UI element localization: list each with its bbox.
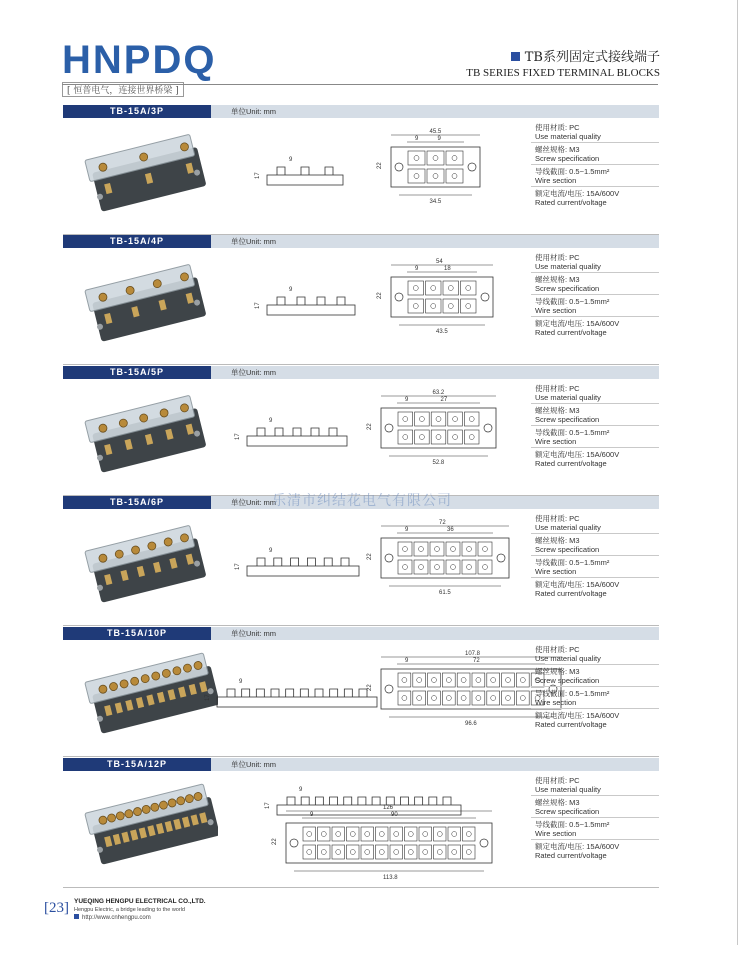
- spec-cn-text: 使用材质: PC: [535, 645, 580, 654]
- logo-text: HNPDQ: [62, 38, 217, 82]
- spec-row: [531, 382, 659, 404]
- spec-cn-text: 螺丝规格: M3: [535, 667, 580, 676]
- product-photo: [78, 384, 218, 484]
- spec-en-text: Rated current/voltage: [535, 720, 607, 729]
- top-view-drawing: [268, 803, 514, 885]
- spec-row: [531, 643, 659, 665]
- product-section: [63, 496, 659, 626]
- side-view-drawing: [233, 414, 363, 454]
- spec-en-text: Use material quality: [535, 132, 601, 141]
- spec-row: [531, 295, 659, 317]
- spec-en-text: Rated current/voltage: [535, 198, 607, 207]
- header-rule: [62, 84, 658, 85]
- top-view-drawing: [363, 518, 531, 600]
- footer-website[interactable]: http://www.cnhengpu.com: [82, 915, 151, 921]
- dim-side-pitch: 9: [239, 679, 243, 685]
- spec-en-text: Screw specification: [535, 284, 600, 293]
- spec-row: [531, 665, 659, 687]
- dim-side-pitch: 9: [269, 418, 273, 424]
- dim-mount: 52.8: [432, 460, 445, 466]
- spec-row: [531, 404, 659, 426]
- side-view-drawing: [233, 544, 375, 584]
- dim-pitch: 9: [405, 397, 409, 403]
- dim-height: 22: [367, 553, 373, 560]
- spec-cn-text: 使用材质: PC: [535, 776, 580, 785]
- spec-en-text: Use material quality: [535, 523, 601, 532]
- spec-cn-text: 额定电流/电压: 15A/600V: [535, 580, 620, 589]
- spec-en-text: Rated current/voltage: [535, 459, 607, 468]
- dim-inner: 72: [473, 658, 480, 664]
- dim-pitch: 9: [415, 136, 419, 142]
- title-cn: TB系列固定式接线端子: [524, 50, 660, 65]
- unit-label: 单位Unit: mm: [231, 368, 276, 377]
- spec-cn-text: 导线截面: 0.5~1.5mm²: [535, 820, 610, 829]
- brand-logo: [62, 40, 216, 98]
- product-section: [63, 366, 659, 496]
- dim-mount: 43.5: [436, 329, 448, 335]
- watermark: 乐清市纠结花电气有限公司: [272, 492, 452, 508]
- dim-side-height: 17: [265, 802, 271, 809]
- spec-cn-text: 额定电流/电压: 15A/600V: [535, 189, 620, 198]
- dim-side-height: 17: [205, 694, 211, 701]
- product-section: [63, 235, 659, 365]
- spec-row: [531, 273, 659, 295]
- dim-total-length: 126: [383, 805, 394, 811]
- dim-total-length: 54: [436, 259, 443, 265]
- spec-row: [531, 774, 659, 796]
- dim-pitch: 9: [405, 658, 409, 664]
- dim-side-height: 17: [235, 433, 241, 440]
- spec-list: [531, 643, 659, 730]
- unit-label: 单位Unit: mm: [231, 107, 276, 116]
- spec-row: [531, 709, 659, 730]
- section-rule: [63, 887, 659, 888]
- dim-inner: 18: [444, 266, 451, 272]
- spec-row: [531, 143, 659, 165]
- spec-en-text: Rated current/voltage: [535, 589, 607, 598]
- dim-height: 22: [377, 162, 383, 169]
- title-en: TB SERIES FIXED TERMINAL BLOCKS: [466, 67, 660, 79]
- spec-en-text: Screw specification: [535, 545, 600, 554]
- spec-en-text: Screw specification: [535, 676, 600, 685]
- spec-cn-text: 使用材质: PC: [535, 123, 580, 132]
- footer-slogan: Hengpu Electric, a bridge leading to the world: [74, 907, 185, 913]
- dim-side-height: 17: [255, 172, 261, 179]
- spec-row: [531, 556, 659, 578]
- spec-list: [531, 512, 659, 599]
- spec-cn-text: 导线截面: 0.5~1.5mm²: [535, 558, 610, 567]
- dim-side-pitch: 9: [289, 287, 293, 293]
- spec-en-text: Screw specification: [535, 415, 600, 424]
- dim-mount: 96.6: [465, 721, 477, 727]
- page-title: [466, 46, 660, 79]
- product-section: [63, 627, 659, 757]
- spec-row: [531, 840, 659, 861]
- spec-cn-text: 使用材质: PC: [535, 384, 580, 393]
- dim-side-height: 17: [255, 302, 261, 309]
- spec-en-text: Use material quality: [535, 785, 601, 794]
- spec-cn-text: 螺丝规格: M3: [535, 145, 580, 154]
- top-view-drawing: [363, 388, 518, 470]
- square-bullet-icon: [74, 914, 79, 919]
- dim-total-length: 107.8: [465, 651, 481, 657]
- dim-pitch: 9: [405, 527, 409, 533]
- square-bullet-icon: [511, 52, 520, 61]
- dim-mount: 34.5: [429, 199, 442, 205]
- spec-row: [531, 317, 659, 338]
- spec-row: [531, 187, 659, 208]
- dim-inner: 27: [440, 397, 448, 403]
- unit-label: 单位Unit: mm: [231, 498, 276, 507]
- model-label: TB-15A/4P: [63, 235, 211, 248]
- spec-cn-text: 螺丝规格: M3: [535, 798, 580, 807]
- model-label: TB-15A/6P: [63, 496, 211, 509]
- side-view-drawing: [253, 153, 359, 193]
- page-number: [23]: [44, 900, 69, 916]
- spec-list: [531, 382, 659, 469]
- dim-inner: 90: [391, 812, 398, 818]
- page-edge-line: [737, 0, 738, 945]
- spec-row: [531, 165, 659, 187]
- model-label: TB-15A/10P: [63, 627, 211, 640]
- dim-total-length: 45.5: [429, 129, 442, 135]
- product-photo: [78, 123, 218, 223]
- spec-en-text: Rated current/voltage: [535, 851, 607, 860]
- section-rule: [63, 364, 659, 365]
- dim-pitch: 9: [415, 266, 419, 272]
- dim-pitch: 9: [310, 812, 314, 818]
- dim-side-pitch: 9: [299, 787, 303, 793]
- spec-row: [531, 121, 659, 143]
- spec-en-text: Wire section: [535, 176, 577, 185]
- spec-cn-text: 额定电流/电压: 15A/600V: [535, 319, 620, 328]
- dim-total-length: 72: [439, 520, 446, 526]
- spec-cn-text: 螺丝规格: M3: [535, 406, 580, 415]
- spec-en-text: Use material quality: [535, 393, 601, 402]
- model-label: TB-15A/12P: [63, 758, 211, 771]
- spec-en-text: Wire section: [535, 698, 577, 707]
- product-photo: [78, 514, 218, 614]
- dim-height: 22: [377, 292, 383, 299]
- spec-row: [531, 687, 659, 709]
- spec-row: [531, 512, 659, 534]
- dim-side-pitch: 9: [269, 548, 273, 554]
- spec-en-text: Wire section: [535, 567, 577, 576]
- section-rule: [63, 625, 659, 626]
- spec-cn-text: 导线截面: 0.5~1.5mm²: [535, 428, 610, 437]
- spec-cn-text: 额定电流/电压: 15A/600V: [535, 450, 620, 459]
- spec-cn-text: 使用材质: PC: [535, 514, 580, 523]
- spec-cn-text: 导线截面: 0.5~1.5mm²: [535, 689, 610, 698]
- dim-mount: 61.5: [439, 590, 451, 596]
- dim-height: 22: [272, 838, 278, 845]
- spec-row: [531, 448, 659, 469]
- spec-row: [531, 578, 659, 599]
- spec-en-text: Use material quality: [535, 654, 601, 663]
- spec-cn-text: 使用材质: PC: [535, 253, 580, 262]
- logo-slogan: [ 恒普电气，连接世界桥梁 ]: [62, 82, 184, 97]
- spec-en-text: Screw specification: [535, 807, 600, 816]
- top-view-drawing: [373, 257, 515, 339]
- spec-list: [531, 774, 659, 861]
- spec-row: [531, 534, 659, 556]
- product-photo: [78, 776, 218, 876]
- dim-total-length: 63.2: [432, 390, 445, 396]
- spec-list: [531, 251, 659, 338]
- unit-label: 单位Unit: mm: [231, 629, 276, 638]
- spec-cn-text: 额定电流/电压: 15A/600V: [535, 711, 620, 720]
- spec-cn-text: 螺丝规格: M3: [535, 275, 580, 284]
- top-view-drawing: [373, 127, 502, 209]
- spec-en-text: Screw specification: [535, 154, 600, 163]
- product-section: [63, 105, 659, 235]
- spec-row: [531, 426, 659, 448]
- spec-cn-text: 额定电流/电压: 15A/600V: [535, 842, 620, 851]
- side-view-drawing: [253, 283, 371, 323]
- model-label: TB-15A/5P: [63, 366, 211, 379]
- unit-label: 单位Unit: mm: [231, 760, 276, 769]
- dim-inner: 9: [437, 136, 441, 142]
- spec-en-text: Rated current/voltage: [535, 328, 607, 337]
- dim-side-height: 17: [235, 563, 241, 570]
- dim-inner: 36: [447, 527, 454, 533]
- spec-cn-text: 导线截面: 0.5~1.5mm²: [535, 167, 610, 176]
- spec-row: [531, 818, 659, 840]
- spec-cn-text: 导线截面: 0.5~1.5mm²: [535, 297, 610, 306]
- product-photo: [78, 253, 218, 353]
- dim-height: 22: [367, 684, 373, 691]
- dim-height: 22: [367, 423, 373, 430]
- unit-label: 单位Unit: mm: [231, 237, 276, 246]
- spec-en-text: Wire section: [535, 306, 577, 315]
- dim-side-pitch: 9: [289, 157, 293, 163]
- spec-row: [531, 796, 659, 818]
- spec-list: [531, 121, 659, 208]
- dim-mount: 113.8: [383, 875, 398, 881]
- section-rule: [63, 756, 659, 757]
- spec-row: [531, 251, 659, 273]
- spec-en-text: Wire section: [535, 437, 577, 446]
- product-photo: [78, 645, 218, 745]
- spec-en-text: Wire section: [535, 829, 577, 838]
- spec-en-text: Use material quality: [535, 262, 601, 271]
- model-label: TB-15A/3P: [63, 105, 211, 118]
- product-section: [63, 758, 659, 888]
- footer-company: YUEQING HENGPU ELECTRICAL CO.,LTD.: [74, 898, 206, 905]
- spec-cn-text: 螺丝规格: M3: [535, 536, 580, 545]
